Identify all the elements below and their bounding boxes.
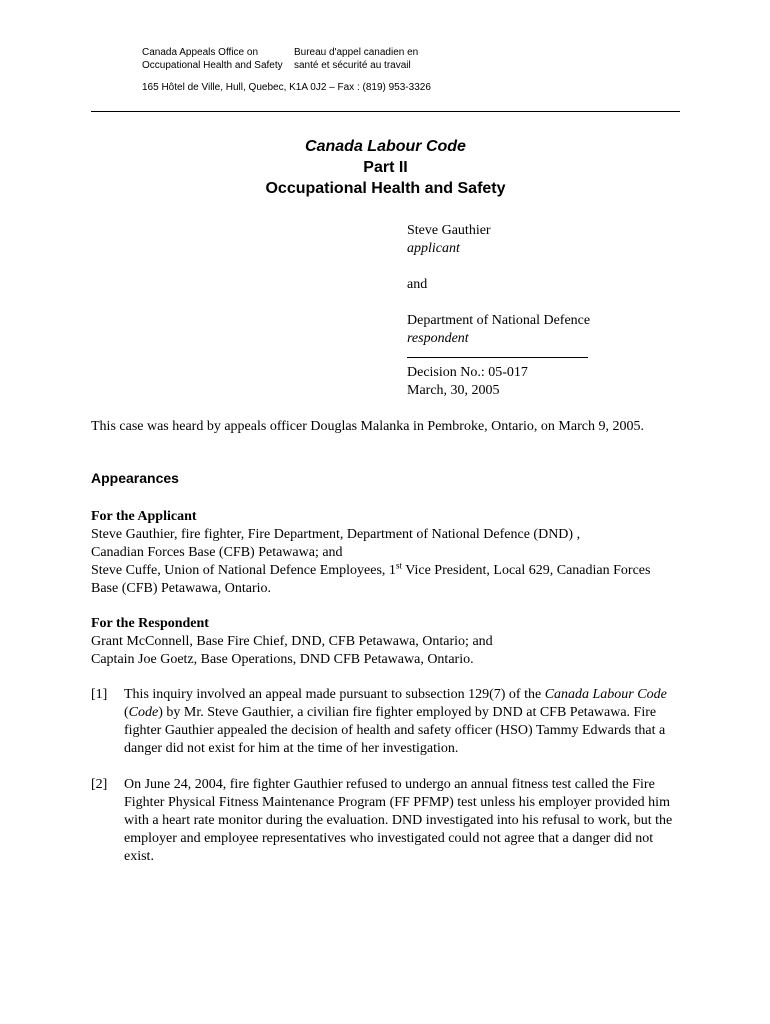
party-conjunction: and	[407, 277, 428, 292]
respondent-appearance-line1: Grant McConnell, Base Fire Chief, DND, CFB Petawawa, Ontario; and	[91, 634, 493, 649]
respondent-role: respondent	[407, 331, 469, 346]
respondent-name: Department of National Defence	[407, 313, 591, 328]
applicant-heading: For the Applicant	[91, 509, 197, 524]
decision-number: Decision No.: 05-017	[407, 365, 528, 380]
office-name-english	[142, 46, 283, 72]
ordinal-suffix: st	[395, 560, 402, 571]
applicant-appearance-line3-b: Vice President, Local 629, Canadian Forces Base (CFB) Petawawa, Ontario.	[91, 563, 651, 596]
office-name-english-line1: Canada Appeals Office on	[142, 47, 259, 58]
applicant-name: Steve Gauthier	[407, 223, 491, 238]
office-name-english-line2: Occupational Health and Safety	[142, 60, 283, 71]
applicant-appearance-line2: Canadian Forces Base (CFB) Petawawa; and	[91, 545, 343, 560]
applicant-appearance-line3	[91, 562, 671, 598]
decision-date: March, 30, 2005	[407, 383, 500, 398]
paragraph-text-part: (	[124, 705, 129, 720]
respondent-heading: For the Respondent	[91, 616, 209, 631]
respondent-appearance-line2: Captain Joe Goetz, Base Operations, DND CFB Petawawa, Ontario.	[91, 652, 474, 667]
paragraph-text: On June 24, 2004, fire fighter Gauthier refused to undergo an annual fitness test called the Fire Fighter Physical Fitness Maintenance Program (FF PFMP) test unless his employer provided him with a heart rate monitor during the evaluation. DND investigated into his refusal to work, but the employer and employee representatives who investigated could not agree that a danger did not exist.	[124, 777, 673, 864]
hearing-intro: This case was heard by appeals officer Douglas Malanka in Pembroke, Ontario, on March 9, 2005.	[91, 419, 644, 434]
paragraph-text-part: This inquiry involved an appeal made pursuant to subsection 129(7) of the	[124, 687, 545, 702]
title-line-1: Canada Labour Code	[305, 138, 466, 155]
appearances-heading: Appearances	[91, 470, 179, 486]
paragraph-number: [1]	[91, 687, 108, 702]
signature-rule	[407, 357, 588, 358]
office-name-french-line1: Bureau d'appel canadien en	[294, 47, 419, 58]
paragraph-number: [2]	[91, 777, 108, 792]
office-address: 165 Hôtel de Ville, Hull, Quebec, K1A 0J2 – Fax : (819) 953-3326	[142, 82, 431, 93]
title-line-3: Occupational Health and Safety	[265, 180, 506, 197]
applicant-appearance-line3-a: Steve Cuffe, Union of National Defence Employees, 1	[91, 563, 396, 578]
applicant-role: applicant	[407, 241, 460, 256]
paragraph-text-part: ) by Mr. Steve Gauthier, a civilian fire fighter employed by DND at CFB Petawawa. Fire fighter Gauthier appealed the decision of health and safety officer (HSO) Tammy Edwards that a danger did not exist for him at the time of her investigation.	[124, 705, 666, 756]
respondent-appearances	[91, 615, 671, 669]
title-line-2: Part II	[363, 159, 408, 176]
paragraph-text	[124, 686, 681, 758]
office-name-french-line2: santé et sécurité au travail	[294, 60, 411, 71]
applicant-appearances	[91, 508, 671, 598]
header-divider	[91, 111, 680, 112]
office-name-french	[294, 46, 418, 72]
applicant-appearance-line1: Steve Gauthier, fire fighter, Fire Department, Department of National Defence (DND) ,	[91, 527, 581, 542]
parties-block	[407, 222, 590, 400]
statute-short-title: Code	[128, 705, 159, 720]
statute-title: Canada Labour Code	[544, 687, 667, 702]
document-title	[91, 136, 680, 199]
